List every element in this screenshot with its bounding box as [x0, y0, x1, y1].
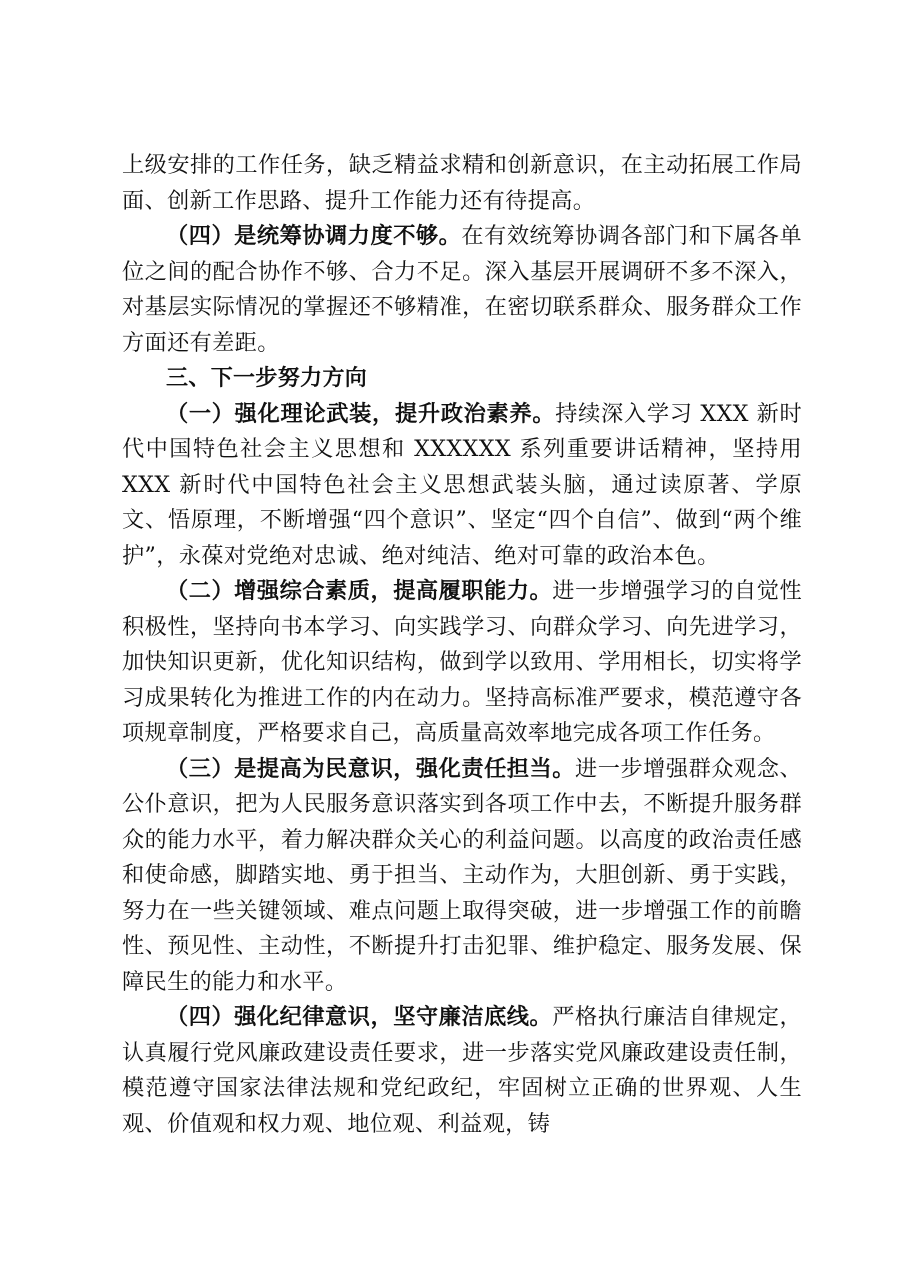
- paragraph-lead: （四）强化纪律意识，坚守廉洁底线。: [166, 1004, 553, 1030]
- paragraph-responsibility: [122, 752, 802, 1001]
- paragraph-discipline: [122, 1000, 802, 1142]
- paragraph-text: 持续深入学习 XXX 新时代中国特色社会主义思想和 XXXXXX 系列重要讲话精神，坚持用 XXX 新时代中国特色社会主义思想武装头脑，通过读原著、学原文、悟原理，不断增强“四个意识”、坚定“四个自信”、做到“两个维护”，永葆对党绝对忠诚、绝对纯洁、绝对可靠的政治本色。: [122, 400, 802, 569]
- paragraph-lead: （三）是提高为民意识，强化责任担当。: [166, 755, 575, 782]
- paragraph-competence: [122, 574, 802, 752]
- section-heading: 三、下一步努力方向: [166, 366, 368, 391]
- paragraph-lead: （二）增强综合素质，提高履职能力。: [166, 578, 553, 604]
- paragraph-lead: （四）是统筹协调力度不够。: [166, 223, 462, 249]
- paragraph-lead: （一）强化理论武装，提升政治素养。: [166, 400, 556, 427]
- paragraph-text: 在有效统筹协调各部门和下属各单位之间的配合协作不够、合力不足。深入基层开展调研不多不深入，对基层实际情况的掌握还不够精准，在密切联系群众、服务群众工作方面还有差距。: [122, 223, 802, 356]
- document-body: [122, 148, 802, 1142]
- paragraph-continuation: [122, 148, 802, 219]
- paragraph-text: 进一步增强学习的自觉性积极性，坚持向书本学习、向实践学习、向群众学习、向先进学习，加快知识更新，优化知识结构，做到学以致用、学用相长，切实将学习成果转化为推进工作的内在动力。坚持高标准严要求，模范遵守各项规章制度，严格要求自己，高质量高效率地完成各项工作任务。: [122, 578, 802, 746]
- paragraph-text: 进一步增强群众观念、公仆意识，把为人民服务意识落实到各项工作中去，不断提升服务群众的能力水平，着力解决群众关心的利益问题。以高度的政治责任感和使命感，脚踏实地、勇于担当、主动作为，大胆创新、勇于实践，努力在一些关键领域、难点问题上取得突破，进一步增强工作的前瞻性、预见性、主动性，不断提升打击犯罪、维护稳定、服务发展、保障民生的能力和水平。: [122, 755, 802, 995]
- paragraph-text: 上级安排的工作任务，缺乏精益求精和创新意识，在主动拓展工作局面、创新工作思路、提升工作能力还有待提高。: [122, 152, 802, 214]
- paragraph-coordination: [122, 219, 802, 361]
- paragraph-text: 严格执行廉洁自律规定，认真履行党风廉政建设责任要求，进一步落实党风廉政建设责任制，模范遵守国家法律法规和党纪政纪，牢固树立正确的世界观、人生观、价值观和权力观、地位观、利益观，铸: [122, 1004, 802, 1137]
- paragraph-theory: [122, 397, 802, 575]
